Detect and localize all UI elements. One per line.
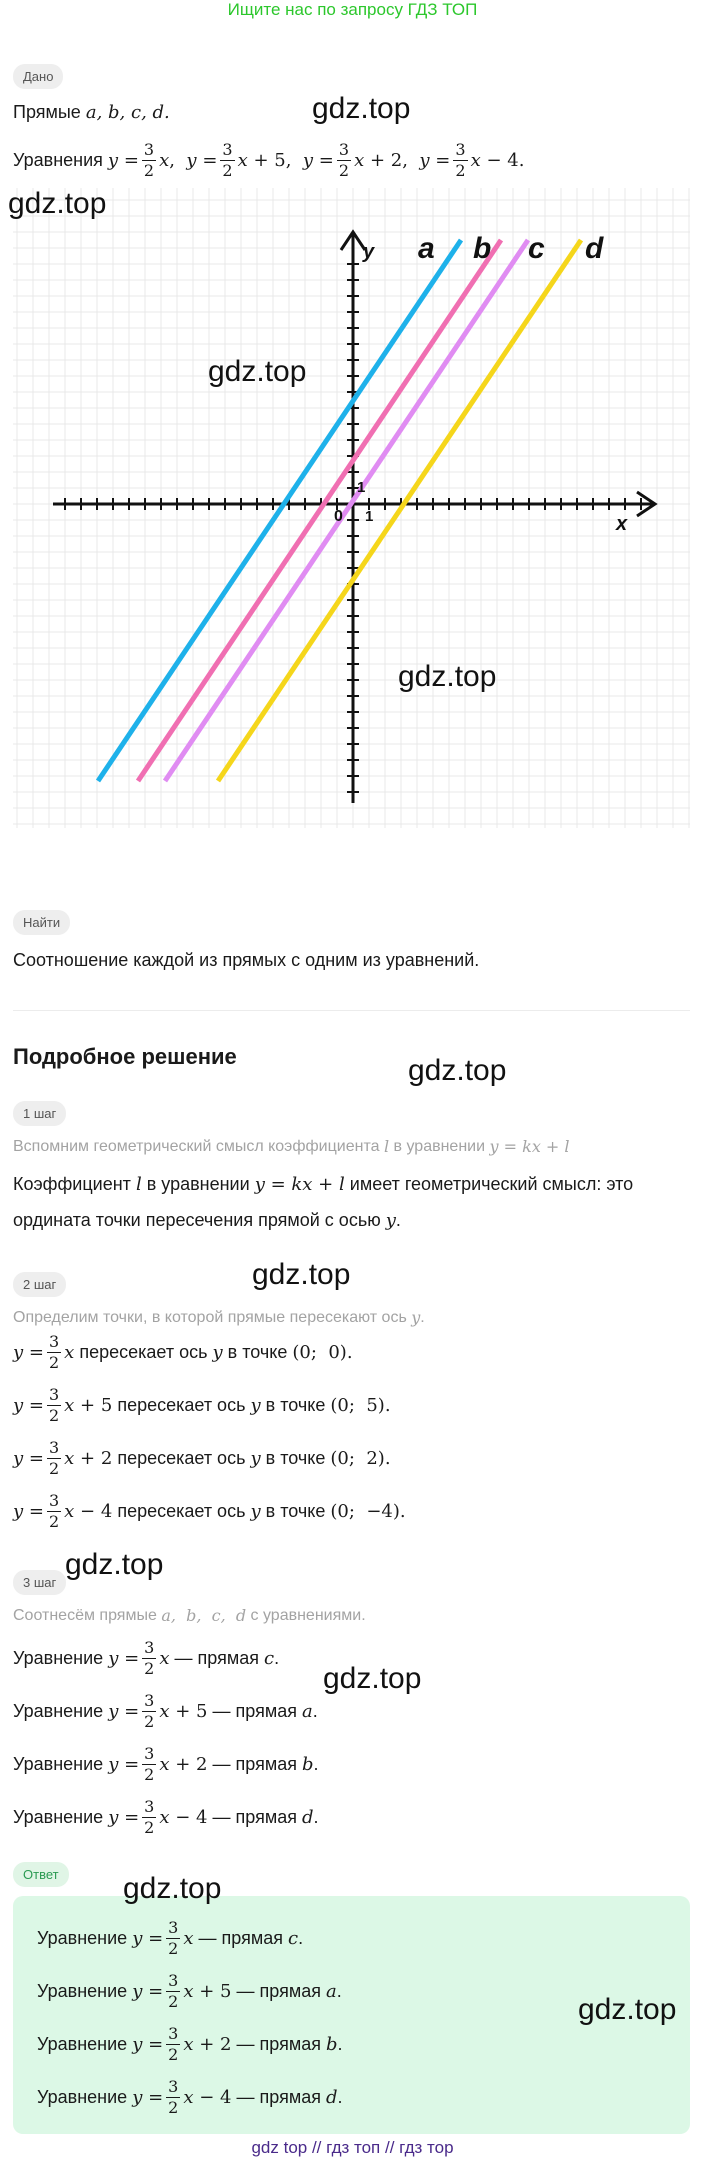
step3-row: Уравнение y = $\frac{3}{2}$ x − 4 — прямая d . bbox=[13, 1797, 319, 1837]
watermark: gdz.top bbox=[8, 187, 107, 220]
watermark: gdz.top bbox=[323, 1662, 422, 1695]
y-unit-label: 1 bbox=[357, 479, 366, 496]
axis-label-x: x bbox=[616, 513, 628, 535]
step3-tag: 3 шаг bbox=[13, 1570, 66, 1595]
given-lines: Прямые a, b, c, d. bbox=[13, 102, 170, 123]
step2-row: y = $\frac{3}{2}$ x пересекает ось y в точке (0; 0). bbox=[13, 1332, 353, 1372]
watermark: gdz.top bbox=[208, 355, 307, 388]
find-tag: Найти bbox=[13, 910, 70, 935]
watermark: gdz.top bbox=[312, 92, 411, 125]
step3-hint: Соотнесём прямые a, b, c, d с уравнениями. bbox=[13, 1606, 366, 1625]
step2-row: y = $\frac{3}{2}$ x + 2 пересекает ось y в точке (0; 2). bbox=[13, 1438, 391, 1478]
watermark: gdz.top bbox=[123, 1872, 222, 1905]
watermark: gdz.top bbox=[252, 1258, 351, 1291]
answer-row: Уравнение y = $\frac{3}{2}$ x − 4 — прямая d . bbox=[37, 2077, 343, 2117]
answer-row: Уравнение y = $\frac{3}{2}$ x + 2 — прямая b . bbox=[37, 2024, 343, 2064]
x-unit-label: 1 bbox=[365, 508, 374, 525]
step2-tag: 2 шаг bbox=[13, 1272, 66, 1297]
given-equations: Уравнения y = $\frac{3}{2}$ x , y = $\frac{3}{2}$ x + 5, y = $\frac{3}{2}$ x + 2, y = $\frac{3}{2}$ x − 4. bbox=[13, 140, 525, 180]
lines-graph bbox=[13, 188, 690, 848]
step1-text-line2: ордината точки пересечения прямой с осью y . bbox=[13, 1210, 401, 1231]
find-text: Соотношение каждой из прямых с одним из уравнений. bbox=[13, 950, 480, 970]
watermark: gdz.top bbox=[65, 1548, 164, 1581]
search-hint-link[interactable]: Ищите нас по запросу ГДЗ ТОП bbox=[227, 0, 478, 19]
axis-label-y: y bbox=[363, 241, 375, 263]
origin-label: 0 bbox=[334, 508, 343, 525]
label-d: d bbox=[585, 232, 604, 265]
line-b bbox=[138, 240, 501, 781]
label-a: a bbox=[418, 232, 435, 265]
watermark: gdz.top bbox=[398, 660, 497, 693]
step1-hint: Вспомним геометрический смысл коэффициента l в уравнении y = kx + l bbox=[13, 1137, 570, 1156]
answer-row: Уравнение y = $\frac{3}{2}$ x — прямая c . bbox=[37, 1918, 304, 1958]
step2-hint: Определим точки, в которой прямые пересекают ось y . bbox=[13, 1308, 425, 1327]
step2-row: y = $\frac{3}{2}$ x − 4 пересекает ось y в точке (0; −4). bbox=[13, 1491, 406, 1531]
step3-row: Уравнение y = $\frac{3}{2}$ x — прямая c . bbox=[13, 1638, 280, 1678]
answer-tag: Ответ bbox=[13, 1862, 69, 1887]
label-b: b bbox=[473, 232, 492, 265]
line-d bbox=[218, 240, 581, 781]
step3-row: Уравнение y = $\frac{3}{2}$ x + 5 — прямая a . bbox=[13, 1691, 318, 1731]
step1-tag: 1 шаг bbox=[13, 1101, 66, 1126]
solution-heading: Подробное решение bbox=[13, 1044, 237, 1069]
step1-text-line1: Коэффициент l в уравнении y = kx + l имеет геометрический смысл: это bbox=[13, 1174, 634, 1195]
watermark: gdz.top bbox=[578, 1993, 677, 2026]
line-c bbox=[165, 240, 528, 781]
line-a bbox=[98, 240, 461, 781]
step2-row: y = $\frac{3}{2}$ x + 5 пересекает ось y в точке (0; 5). bbox=[13, 1385, 391, 1425]
bottom-links[interactable]: gdz top // гдз топ // гдз тор bbox=[251, 2138, 454, 2157]
step3-row: Уравнение y = $\frac{3}{2}$ x + 2 — прямая b . bbox=[13, 1744, 319, 1784]
watermark: gdz.top bbox=[408, 1054, 507, 1087]
answer-row: Уравнение y = $\frac{3}{2}$ x + 5 — прямая a . bbox=[37, 1971, 342, 2011]
label-c: c bbox=[528, 232, 545, 265]
section-divider bbox=[13, 1010, 690, 1011]
given-tag: Дано bbox=[13, 64, 63, 89]
